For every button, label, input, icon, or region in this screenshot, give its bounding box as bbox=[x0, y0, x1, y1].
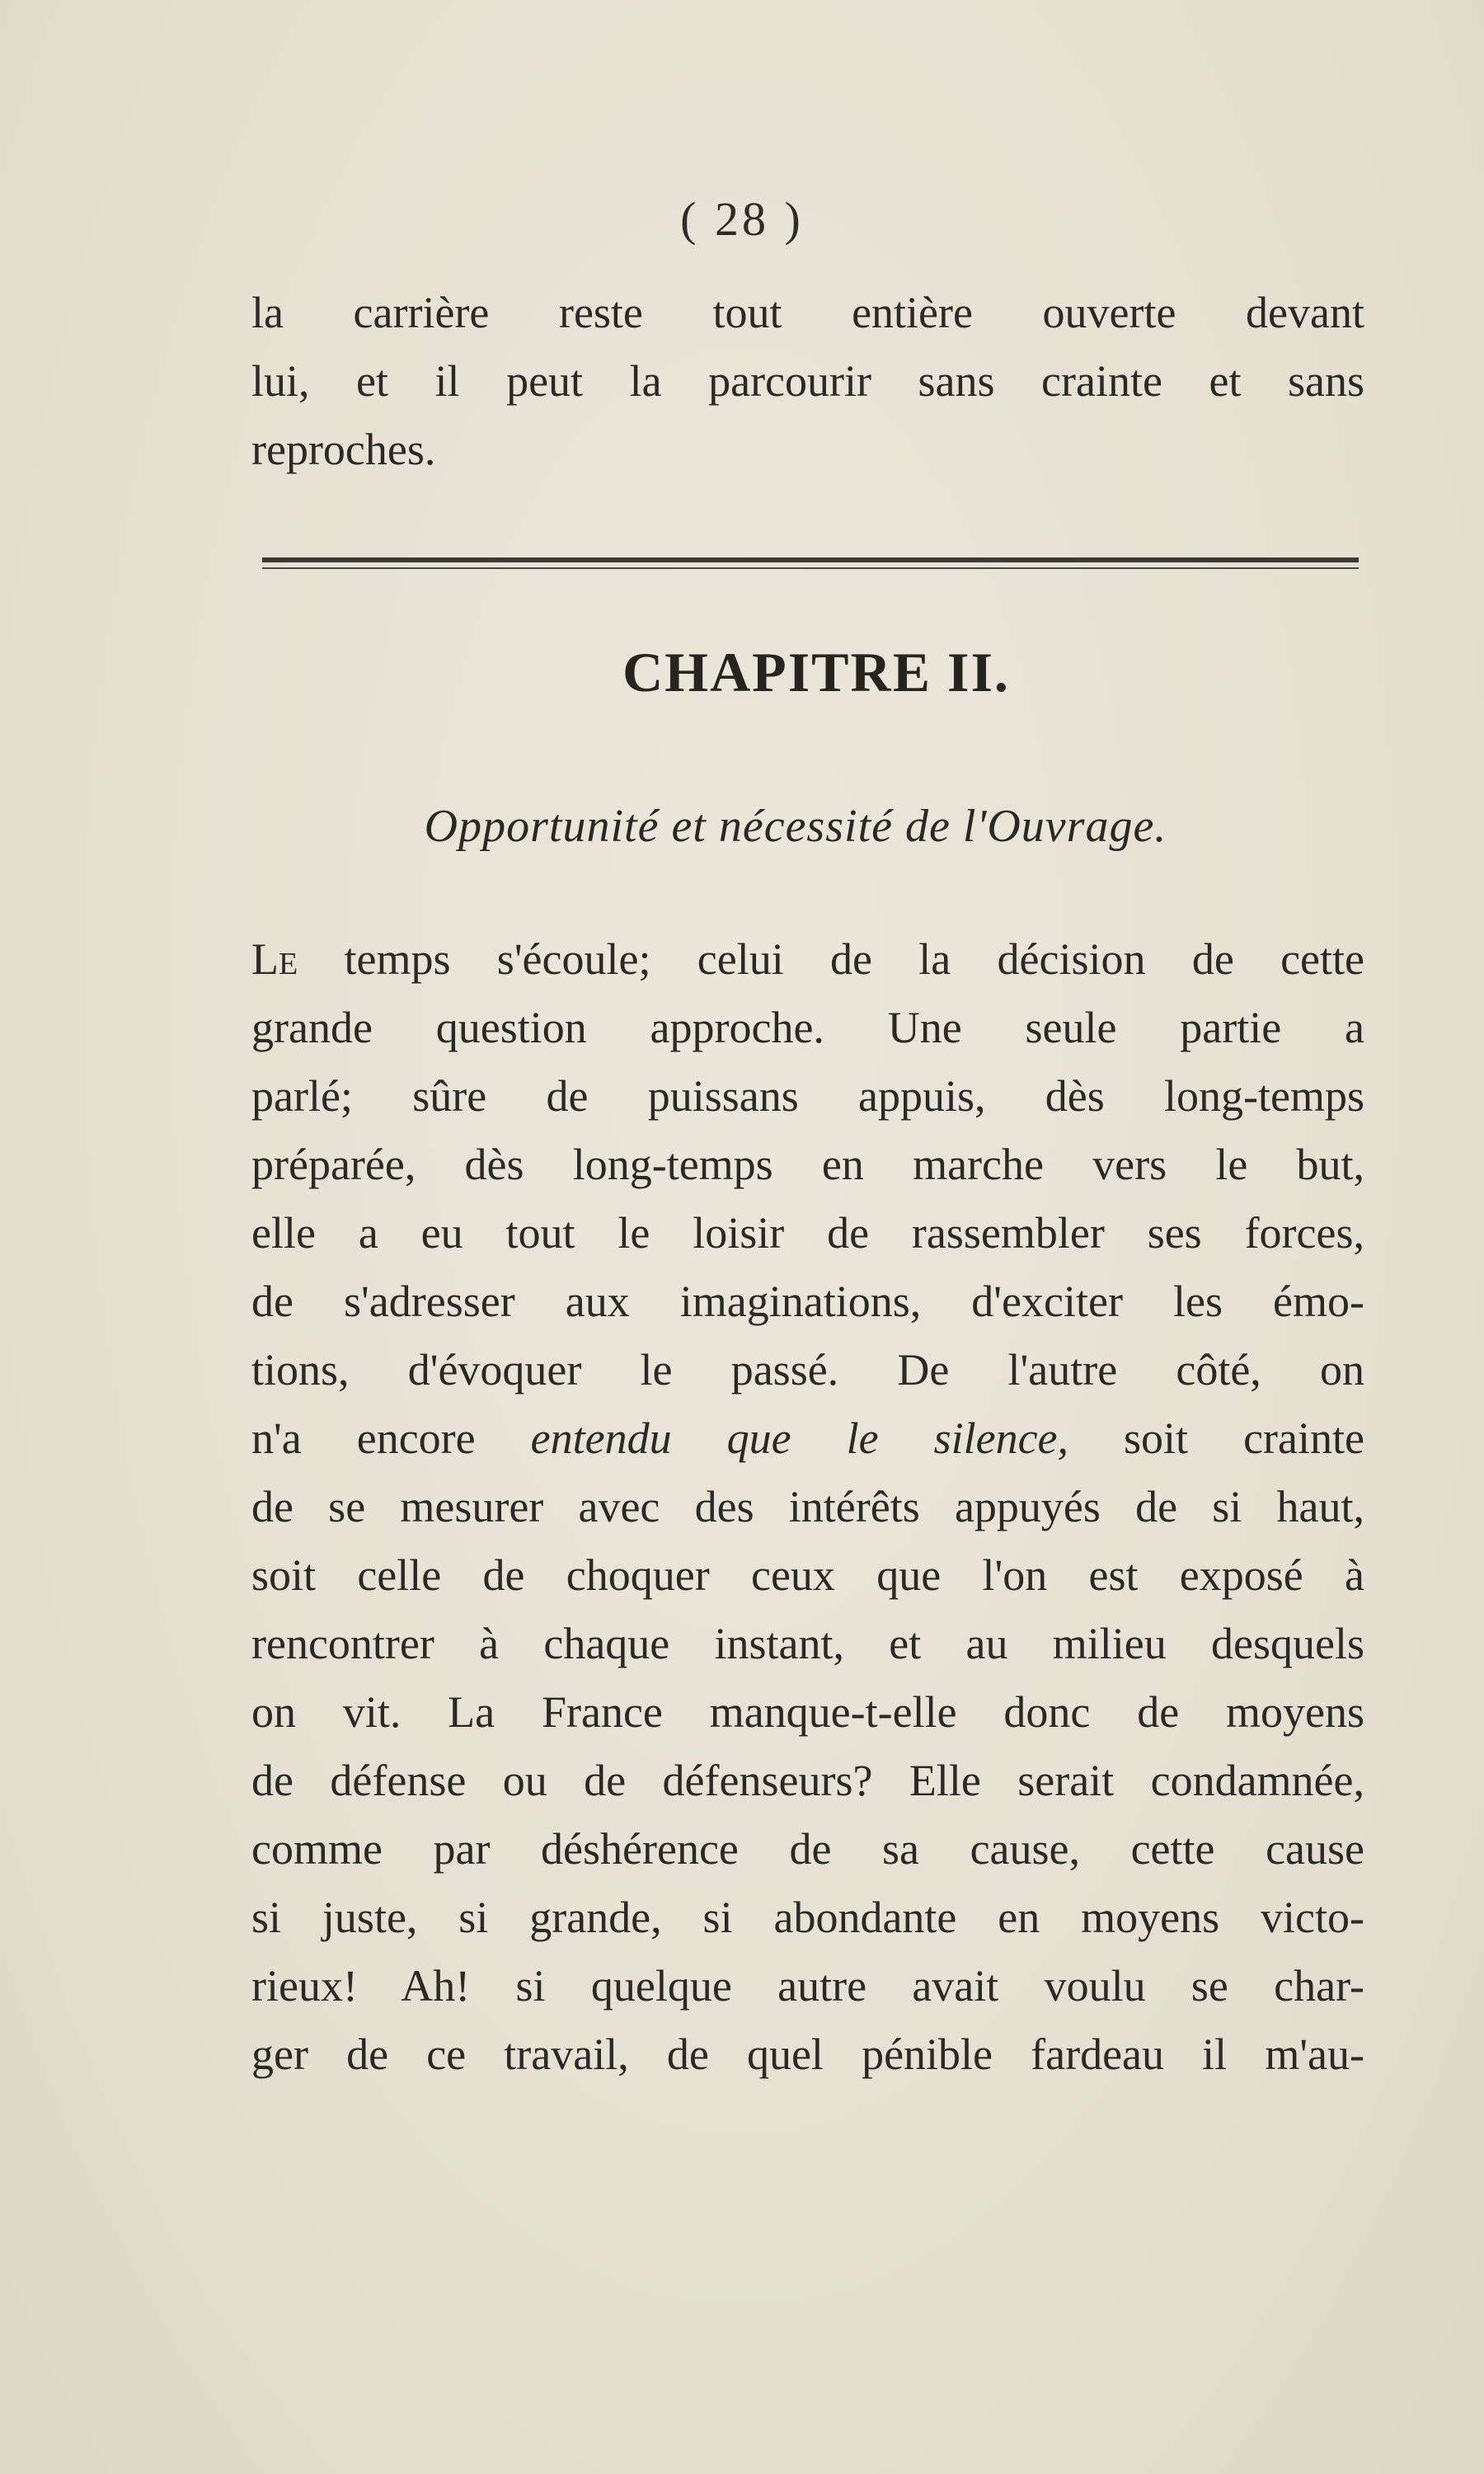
text-line: comme par déshérence de sa cause, cette cause bbox=[251, 1824, 1364, 1874]
continuation-paragraph bbox=[251, 279, 1364, 484]
text-line: si juste, si grande, si abondante en moyens victo- bbox=[251, 1893, 1364, 1942]
italic-emphasis: entendu que le silence, bbox=[530, 1413, 1069, 1463]
text-line: elle a eu tout le loisir de rassembler ses forces, bbox=[251, 1208, 1364, 1258]
text-line: tions, d'évoquer le passé. De l'autre côté, on bbox=[251, 1345, 1364, 1395]
text-line: parlé; sûre de puissans appuis, dès long-temps bbox=[251, 1071, 1364, 1121]
text-line-rest: temps s'écoule; celui de la décision de cette bbox=[298, 934, 1364, 984]
text-line: ger de ce travail, de quel pénible fardeau il m'au- bbox=[251, 2030, 1364, 2079]
text-line: rencontrer à chaque instant, et au milieu desquels bbox=[251, 1619, 1364, 1668]
divider-thick-line bbox=[262, 557, 1359, 562]
text-line: de se mesurer avec des intérêts appuyés de si haut, bbox=[251, 1482, 1364, 1531]
text-line: rieux! Ah! si quelque autre avait voulu se char- bbox=[251, 1961, 1364, 2011]
section-divider-rule bbox=[262, 557, 1359, 572]
text-line: on vit. La France manque-t-elle donc de moyens bbox=[251, 1687, 1364, 1737]
chapter-body-paragraph bbox=[251, 925, 1364, 2089]
text-line: la carrière reste tout entière ouverte devant bbox=[251, 288, 1364, 337]
text-segment: n'a encore bbox=[251, 1413, 531, 1463]
text-line: grande question approche. Une seule partie a bbox=[251, 1003, 1364, 1052]
text-line: reproches. bbox=[251, 425, 436, 474]
text-line: soit celle de choquer ceux que l'on est exposé à bbox=[251, 1550, 1364, 1600]
divider-thin-line bbox=[262, 567, 1359, 569]
text-line: préparée, dès long-temps en marche vers le but, bbox=[251, 1140, 1364, 1189]
text-line bbox=[251, 1404, 1364, 1473]
text-line bbox=[251, 925, 1364, 994]
text-segment: soit crainte bbox=[1068, 1413, 1364, 1463]
text-line: lui, et il peut la parcourir sans crainte et sans bbox=[251, 356, 1364, 406]
drop-word: Le bbox=[251, 934, 298, 984]
page-number: ( 28 ) bbox=[680, 192, 804, 246]
chapter-subtitle: Opportunité et nécessité de l'Ouvrage. bbox=[424, 801, 1167, 852]
text-line: de défense ou de défenseurs? Elle serait condamnée, bbox=[251, 1756, 1364, 1805]
chapter-title: CHAPITRE II. bbox=[622, 641, 1010, 703]
text-line: de s'adresser aux imaginations, d'exciter les émo- bbox=[251, 1277, 1364, 1326]
